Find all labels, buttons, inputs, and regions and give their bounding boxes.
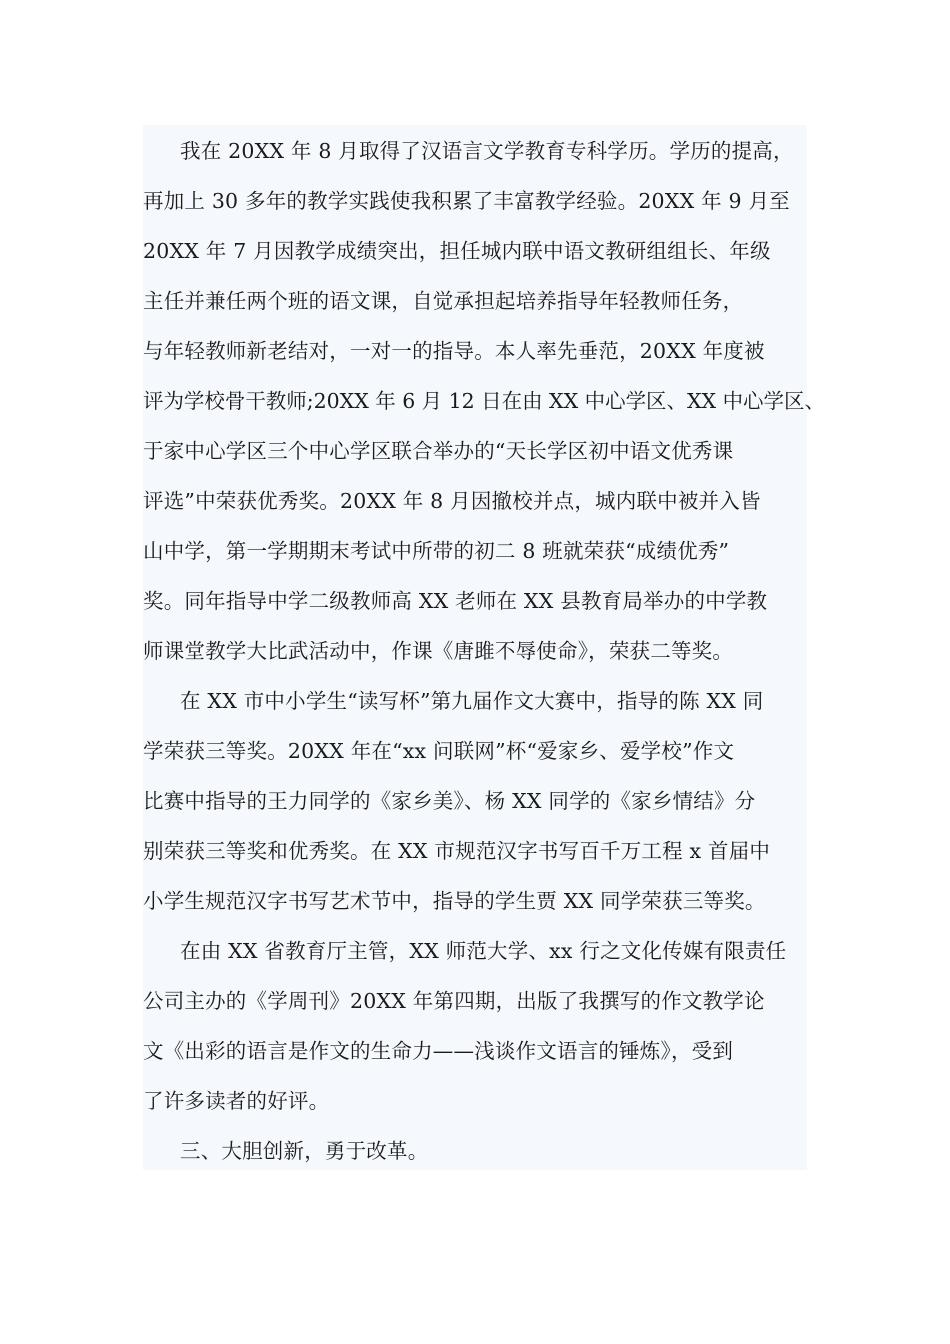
paragraph-3-line-3: 文《出彩的语言是作文的生命力——浅谈作文语言的锤炼》，受到 <box>143 1039 734 1063</box>
paragraph-1-line-2: 再加上 30 多年的教学实践使我积累了丰富教学经验。20XX 年 9 月至 <box>143 189 790 213</box>
paragraph-2-line-1: 在 XX 市中小学生“读写杯”第九届作文大赛中，指导的陈 XX 同 <box>180 689 764 713</box>
paragraph-1-line-8: 评选”中荣获优秀奖。20XX 年 8 月因撤校并点，城内联中被并入皆 <box>143 489 761 513</box>
paragraph-3-line-1: 在由 XX 省教育厅主管，XX 师范大学、xx 行之文化传媒有限责任 <box>180 939 787 963</box>
paragraph-2-line-4: 别荣获三等奖和优秀奖。在 XX 市规范汉字书写百千万工程 x 首届中 <box>143 839 771 863</box>
paragraph-1-line-5: 与年轻教师新老结对，一对一的指导。本人率先垂范，20XX 年度被 <box>143 339 765 363</box>
paragraph-1-line-3: 20XX 年 7 月因教学成绩突出，担任城内联中语文教研组组长、年级 <box>143 239 771 263</box>
paragraph-3-line-4: 了许多读者的好评。 <box>143 1089 330 1113</box>
paragraph-1-line-6: 评为学校骨干教师;20XX 年 6 月 12 日在由 XX 中心学区、XX 中心学区、 <box>143 389 825 413</box>
paragraph-1-line-4: 主任并兼任两个班的语文课，自觉承担起培养指导年轻教师任务， <box>143 289 744 313</box>
section-heading: 三、大胆创新，勇于改革。 <box>180 1139 429 1163</box>
paragraph-1-line-1: 我在 20XX 年 8 月取得了汉语言文学教育专科学历。学历的提高， <box>180 139 794 163</box>
paragraph-1-line-10: 奖。同年指导中学二级教师高 XX 老师在 XX 县教育局举办的中学教 <box>143 589 768 613</box>
paragraph-2-line-5: 小学生规范汉字书写艺术节中，指导的学生贾 XX 同学荣获三等奖。 <box>143 889 766 913</box>
paragraph-1-line-11: 师课堂教学大比武活动中，作课《唐雎不辱使命》，荣获二等奖。 <box>143 639 734 663</box>
paragraph-2-line-2: 学荣获三等奖。20XX 年在“xx 问联网”杯“爱家乡、爱学校”作文 <box>143 739 735 763</box>
paragraph-3-line-2: 公司主办的《学周刊》20XX 年第四期，出版了我撰写的作文教学论 <box>143 989 765 1013</box>
paragraph-1-line-9: 山中学，第一学期期末考试中所带的初二 8 班就荣获“成绩优秀” <box>143 539 730 563</box>
paragraph-1-line-7: 于家中心学区三个中心学区联合举办的“天长学区初中语文优秀课 <box>143 439 734 463</box>
paragraph-2-line-3: 比赛中指导的王力同学的《家乡美》、杨 XX 同学的《家乡情结》分 <box>143 789 756 813</box>
